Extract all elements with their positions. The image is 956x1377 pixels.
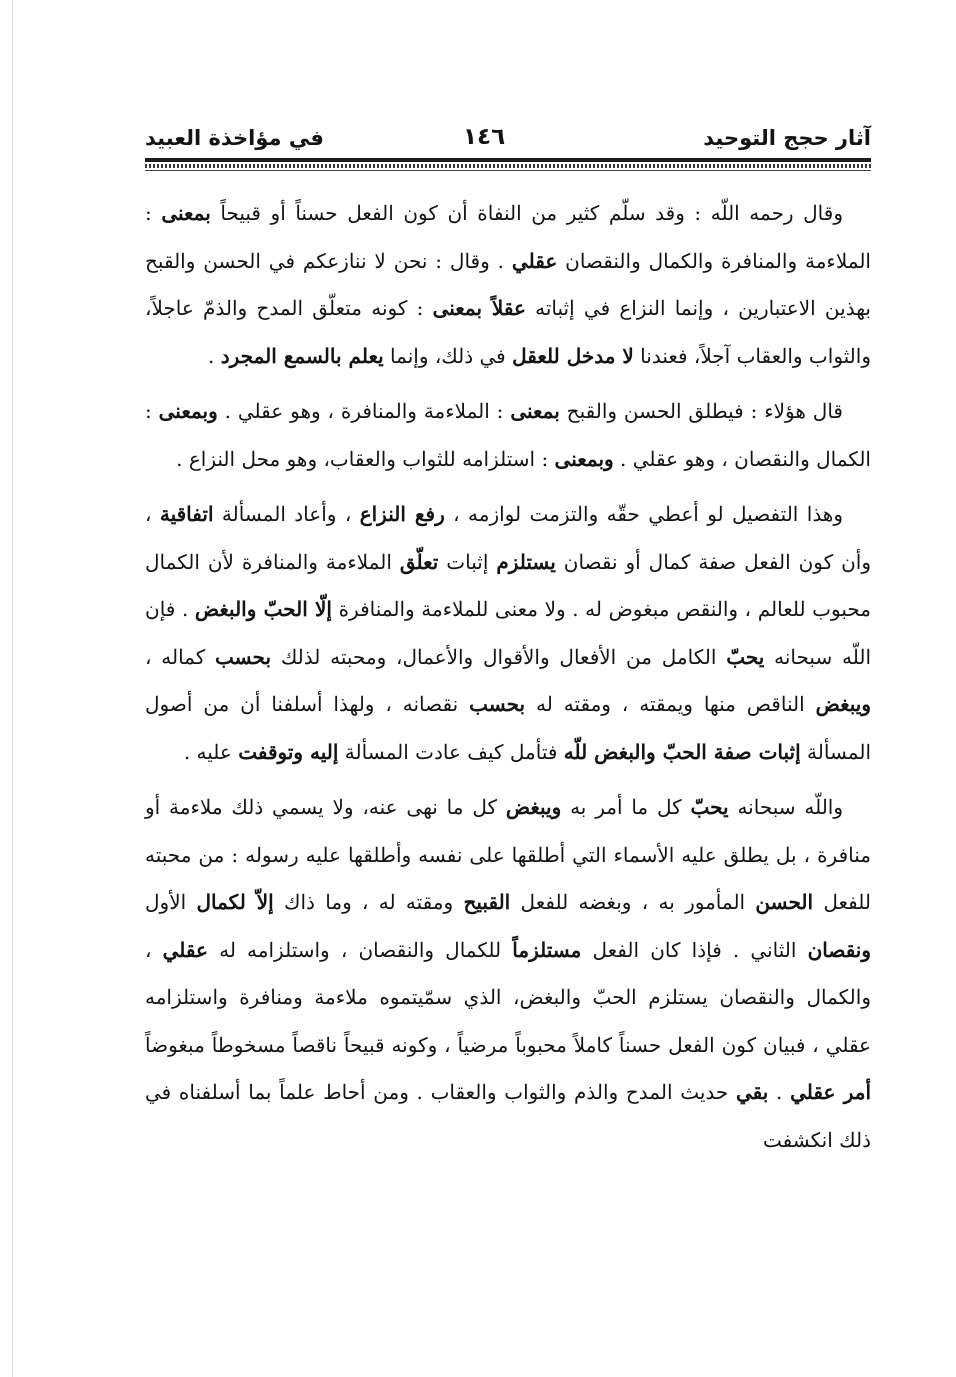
paragraph-4: واللّه سبحانه يحبّ كل ما أمر به ويبغض كل ما نهى عنه، ولا يسمي ذلك ملاءمة أو منافرة ، بل يطلق عليه الأسماء التي أطلقها على نفسه وأطلقها عليه رسوله : من محبته للفعل الحسن المأمور به ، وبغضه للفعل القبيح ومقته له ، وما ذاك إلاّ لكمال الأول ونقصان الثاني . فإذا كان الفعل مستلزماً للكمال والنقصان ، واستلزامه له عقلي ، والكمال والنقصان يستلزم الحبّ والبغض، الذي سمّيتموه ملاءمة ومنافرة واستلزامه عقلي ، فبيان كون الفعل حسناً كاملاً محبوباً مرضياً ، وكونه قبيحاً ناقصاً مسخوطاً مبغوضاً أمر عقلي . بقي حديث المدح والذم والثواب والعقاب . ومن أحاط علماً بما أسلفناه في ذلك انكشفت: [145, 795, 872, 1152]
header-rule-dotted: [145, 164, 871, 168]
page-edge-line: [12, 0, 13, 1377]
body-text: [145, 190, 871, 1164]
header-book-title: آثار حجج التوحيد: [703, 126, 871, 150]
running-header: [145, 122, 871, 156]
paragraph-2: قال هؤلاء : فيطلق الحسن والقبح بمعنى : الملاءمة والمنافرة ، وهو عقلي . وبمعنى : الكمال والنقصان ، وهو عقلي . وبمعنى : استلزامه للثواب والعقاب، وهو محل النزاع .: [145, 399, 871, 471]
header-book-subtitle: في مؤاخذة العبيد: [145, 126, 324, 150]
header-rule-thin: [145, 170, 871, 171]
page-number: ١٤٦: [463, 124, 506, 150]
paragraph-1: وقال رحمه اللّه : وقد سلّم كثير من النفاة أن كون الفعل حسناً أو قبيحاً بمعنى : الملاءمة والمنافرة والكمال والنقصان عقلي . وقال : نحن لا ننازعكم في الحسن والقبح بهذين الاعتبارين ، وإنما النزاع في إثباته عقلاً بمعنى : كونه متعلّق المدح والذمّ عاجلاً، والثواب والعقاب آجلاً، فعندنا لا مدخل للعقل في ذلك، وإنما يعلم بالسمع المجرد .: [145, 201, 871, 368]
paragraph-3: وهذا التفصيل لو أعطي حقّه والتزمت لوازمه ، رفع النزاع ، وأعاد المسألة اتفاقية ، وأن كون الفعل صفة كمال أو نقصان يستلزم إثبات تعلّق الملاءمة والمنافرة لأن الكمال محبوب للعالم ، والنقص مبغوض له . ولا معنى للملاءمة والمنافرة إلّا الحبّ والبغض . فإن اللّه سبحانه يحبّ الكامل من الأفعال والأقوال والأعمال، ومحبته لذلك بحسب كماله ، ويبغض الناقص منها ويمقته ، ومقته له بحسب نقصانه ، ولهذا أسلفنا أن من أصول المسألة إثبات صفة الحبّ والبغض للّه فتأمل كيف عادت المسألة إليه وتوقفت عليه .: [145, 502, 872, 764]
header-rule-thick: [145, 158, 871, 162]
